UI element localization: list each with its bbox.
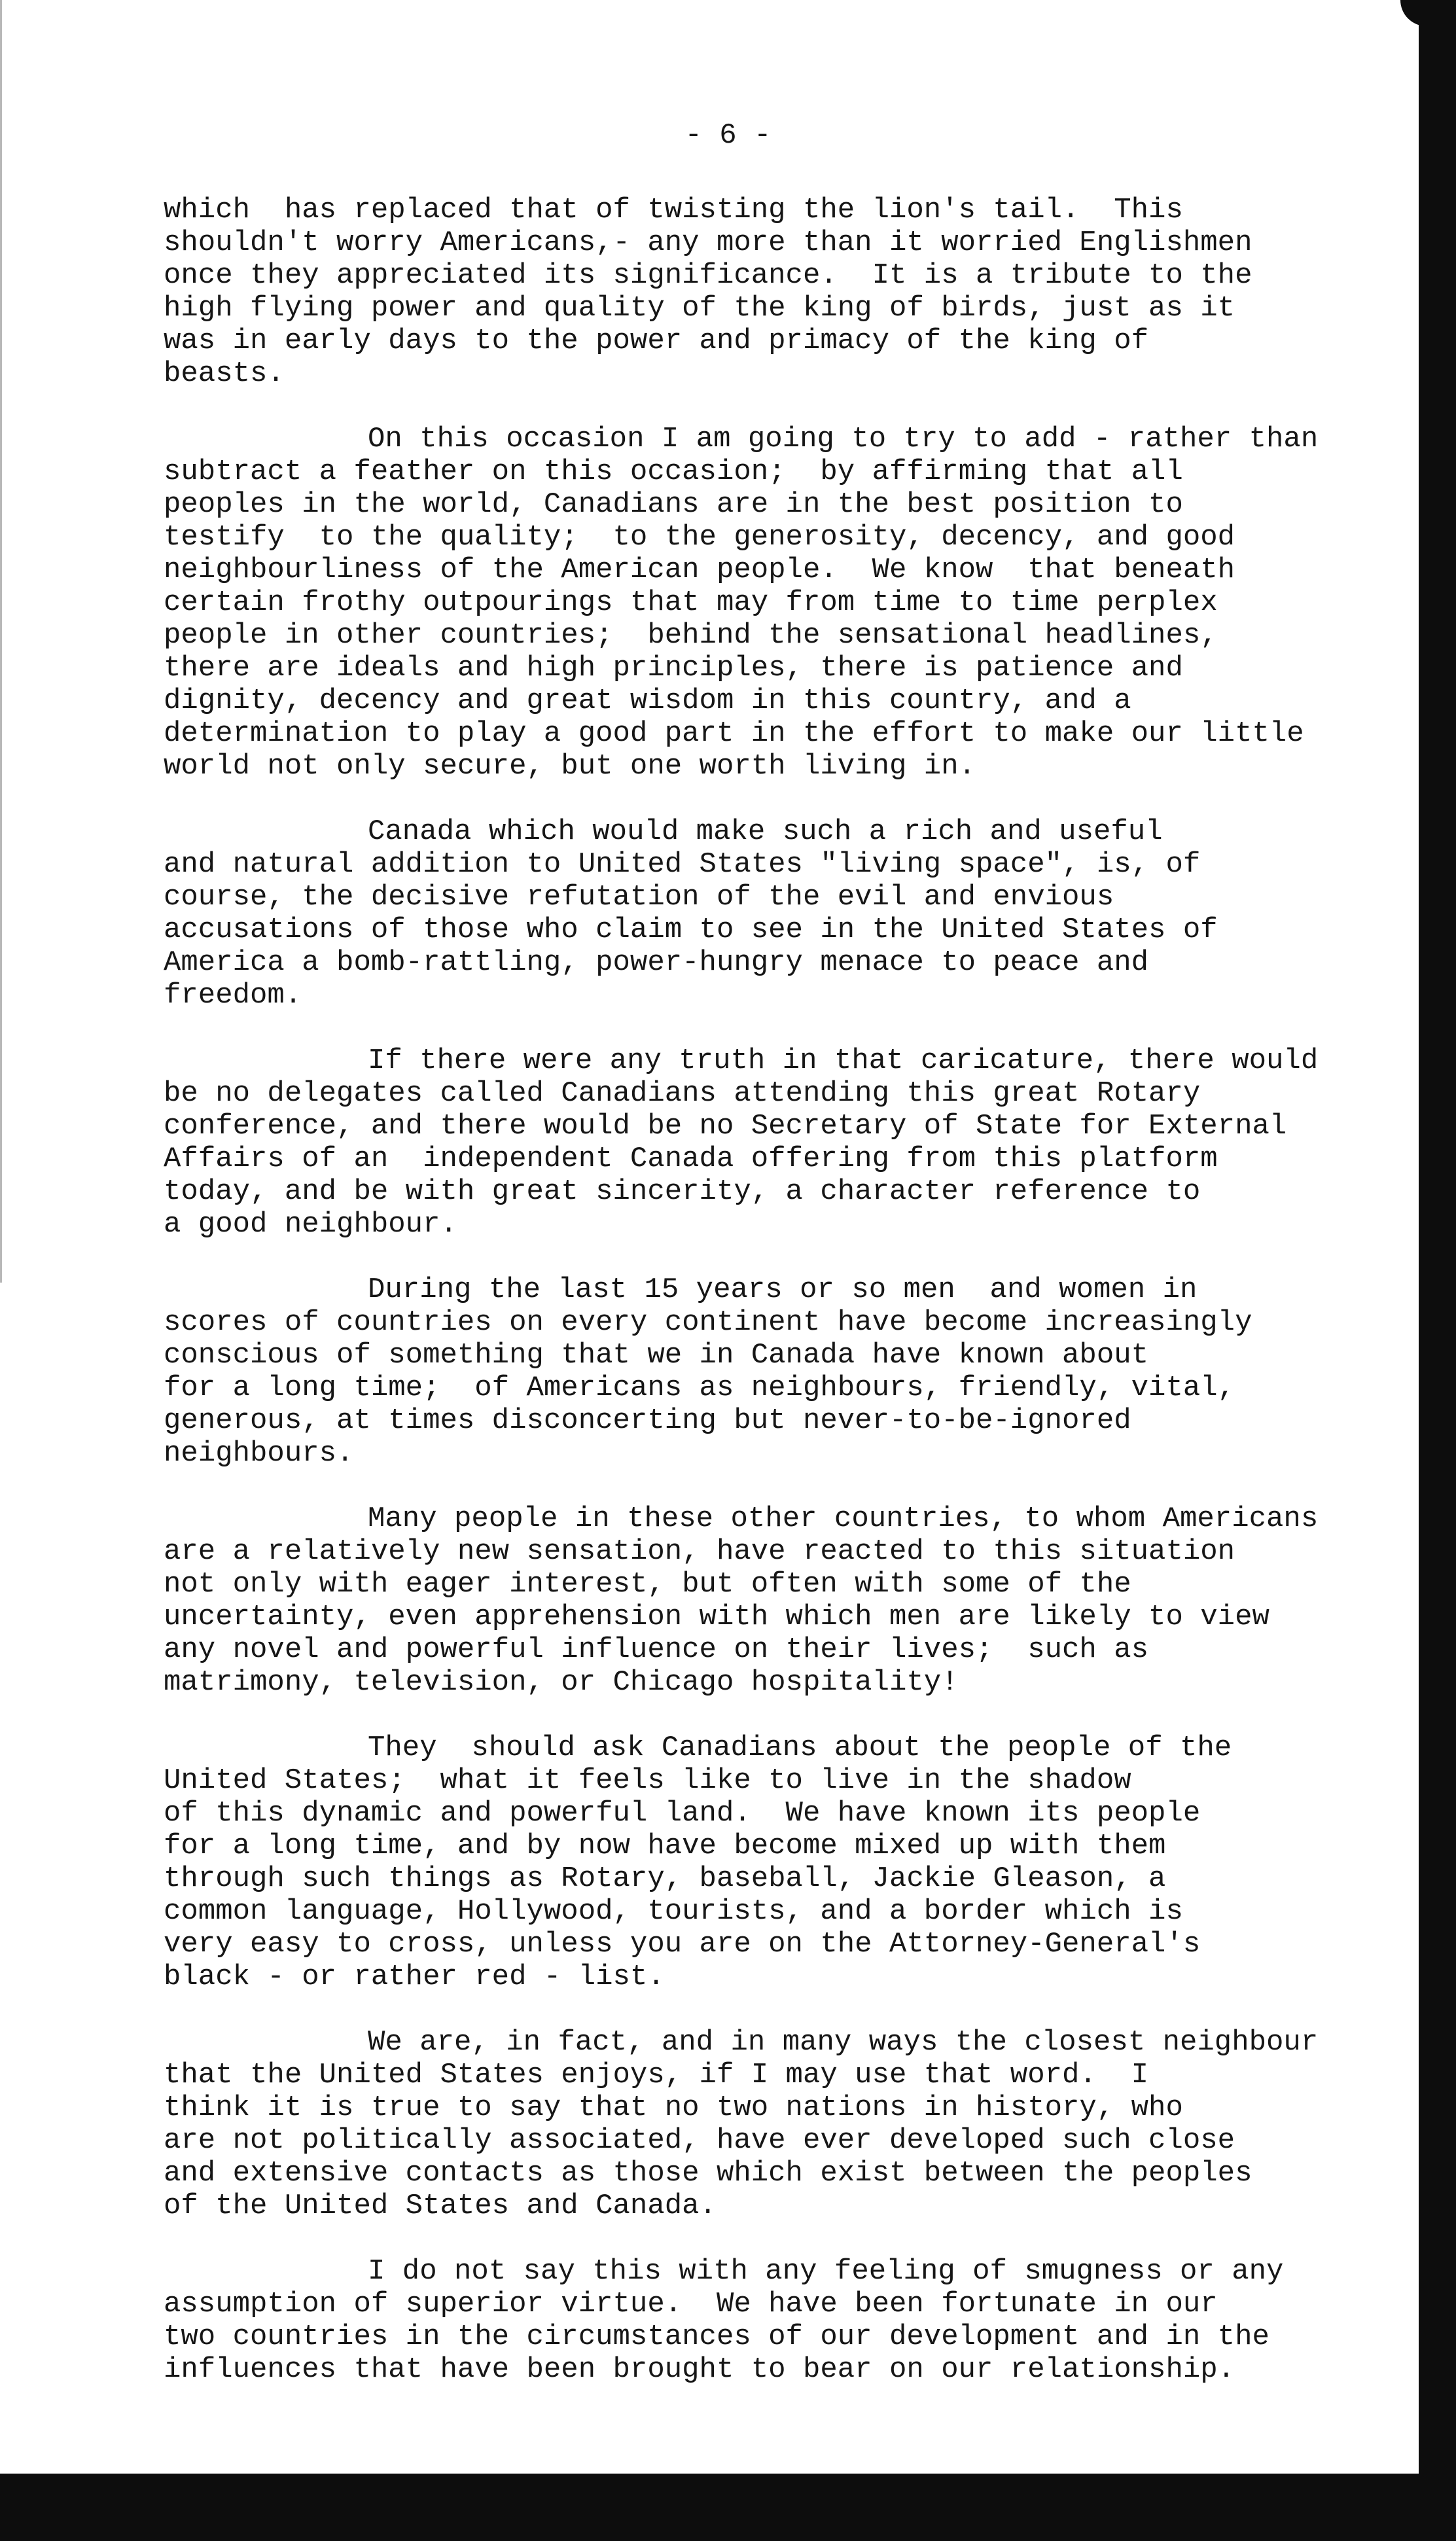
text-line: peoples in the world, Canadians are in the best position to: [164, 488, 1183, 521]
text-line: We are, in fact, and in many ways the closest neighbour: [368, 2026, 1319, 2059]
text-line: any novel and powerful influence on their lives; such as: [164, 1633, 1149, 1666]
text-line: black - or rather red - list.: [164, 1961, 665, 1993]
paragraph: [164, 2026, 1413, 2222]
text-line: I do not say this with any feeling of smugness or any: [368, 2255, 1284, 2288]
text-line: for a long time; of Americans as neighbours, friendly, vital,: [164, 1372, 1235, 1404]
text-line: If there were any truth in that caricature, there would: [368, 1044, 1319, 1077]
text-line: neighbourliness of the American people. We know that beneath: [164, 554, 1235, 586]
text-line: today, and be with great sincerity, a character reference to: [164, 1175, 1201, 1208]
text-line: Canada which would make such a rich and useful: [368, 815, 1163, 848]
paragraph: [164, 1502, 1413, 1699]
scan-bottom-border: [0, 2474, 1456, 2541]
text-line: On this occasion I am going to try to add - rather than: [368, 423, 1319, 455]
text-line: for a long time, and by now have become mixed up with them: [164, 1830, 1166, 1862]
text-line: people in other countries; behind the sensational headlines,: [164, 619, 1218, 652]
scan-left-edge: [0, 0, 2, 1283]
text-line: Many people in these other countries, to whom Americans: [368, 1502, 1319, 1535]
text-line: was in early days to the power and primacy of the king of: [164, 325, 1149, 357]
text-line: certain frothy outpourings that may from time to time perplex: [164, 586, 1218, 619]
text-line: scores of countries on every continent have become increasingly: [164, 1306, 1252, 1339]
text-line: conscious of something that we in Canada have known about: [164, 1339, 1149, 1372]
text-line: are not politically associated, have ever developed such close: [164, 2124, 1235, 2157]
text-line: a good neighbour.: [164, 1208, 457, 1241]
text-line: dignity, decency and great wisdom in this country, and a: [164, 684, 1131, 717]
text-line: subtract a feather on this occasion; by affirming that all: [164, 455, 1183, 488]
text-line: freedom.: [164, 979, 302, 1012]
text-line: very easy to cross, unless you are on the Attorney-General's: [164, 1928, 1201, 1961]
text-line: United States; what it feels like to live in the shadow: [164, 1764, 1131, 1797]
text-line: determination to play a good part in the effort to make our little: [164, 717, 1304, 750]
text-line: there are ideals and high principles, there is patience and: [164, 652, 1183, 684]
body-text: [164, 194, 1413, 2419]
paragraph: [164, 1044, 1413, 1241]
text-line: neighbours.: [164, 1437, 354, 1470]
text-line: not only with eager interest, but often with some of the: [164, 1568, 1131, 1601]
paragraph: [164, 1732, 1413, 1993]
text-line: world not only secure, but one worth living in.: [164, 750, 976, 783]
paragraph: [164, 815, 1413, 1012]
text-line: two countries in the circumstances of our development and in the: [164, 2320, 1270, 2353]
text-line: high flying power and quality of the king of birds, just as it: [164, 292, 1235, 325]
text-line: generous, at times disconcerting but never-to-be-ignored: [164, 1404, 1131, 1437]
text-line: America a bomb-rattling, power-hungry menace to peace and: [164, 946, 1149, 979]
text-line: that the United States enjoys, if I may use that word. I: [164, 2059, 1149, 2091]
text-line: beasts.: [164, 357, 285, 390]
text-line: through such things as Rotary, baseball, Jackie Gleason, a: [164, 1862, 1166, 1895]
text-line: uncertainty, even apprehension with which men are likely to view: [164, 1601, 1270, 1633]
paragraph: [164, 2255, 1413, 2386]
paragraph: [164, 1273, 1413, 1470]
page-number: - 6 -: [684, 119, 772, 152]
text-line: be no delegates called Canadians attending this great Rotary: [164, 1077, 1201, 1110]
text-line: which has replaced that of twisting the lion's tail. This: [164, 194, 1183, 226]
text-line: think it is true to say that no two nations in history, who: [164, 2091, 1183, 2124]
text-line: once they appreciated its significance. It is a tribute to the: [164, 259, 1252, 292]
text-line: influences that have been brought to bear on our relationship.: [164, 2353, 1235, 2386]
text-line: assumption of superior virtue. We have been fortunate in our: [164, 2288, 1218, 2320]
text-line: shouldn't worry Americans,- any more than it worried Englishmen: [164, 226, 1252, 259]
text-line: and extensive contacts as those which exist between the peoples: [164, 2157, 1252, 2190]
text-line: course, the decisive refutation of the evil and envious: [164, 881, 1114, 914]
text-line: testify to the quality; to the generosity, decency, and good: [164, 521, 1235, 554]
text-line: common language, Hollywood, tourists, and a border which is: [164, 1895, 1183, 1928]
text-line: of this dynamic and powerful land. We have known its people: [164, 1797, 1201, 1830]
paragraph: [164, 423, 1413, 783]
text-line: accusations of those who claim to see in the United States of: [164, 914, 1218, 946]
text-line: Affairs of an independent Canada offering from this platform: [164, 1143, 1218, 1175]
text-line: conference, and there would be no Secretary of State for External: [164, 1110, 1287, 1143]
text-line: During the last 15 years or so men and women in: [368, 1273, 1198, 1306]
scan-right-border: [1419, 0, 1456, 2541]
text-line: of the United States and Canada.: [164, 2190, 717, 2222]
text-line: They should ask Canadians about the people of the: [368, 1732, 1232, 1764]
text-line: matrimony, television, or Chicago hospitality!: [164, 1666, 959, 1699]
text-line: and natural addition to United States "living space", is, of: [164, 848, 1201, 881]
text-line: are a relatively new sensation, have reacted to this situation: [164, 1535, 1235, 1568]
paragraph: [164, 194, 1413, 390]
